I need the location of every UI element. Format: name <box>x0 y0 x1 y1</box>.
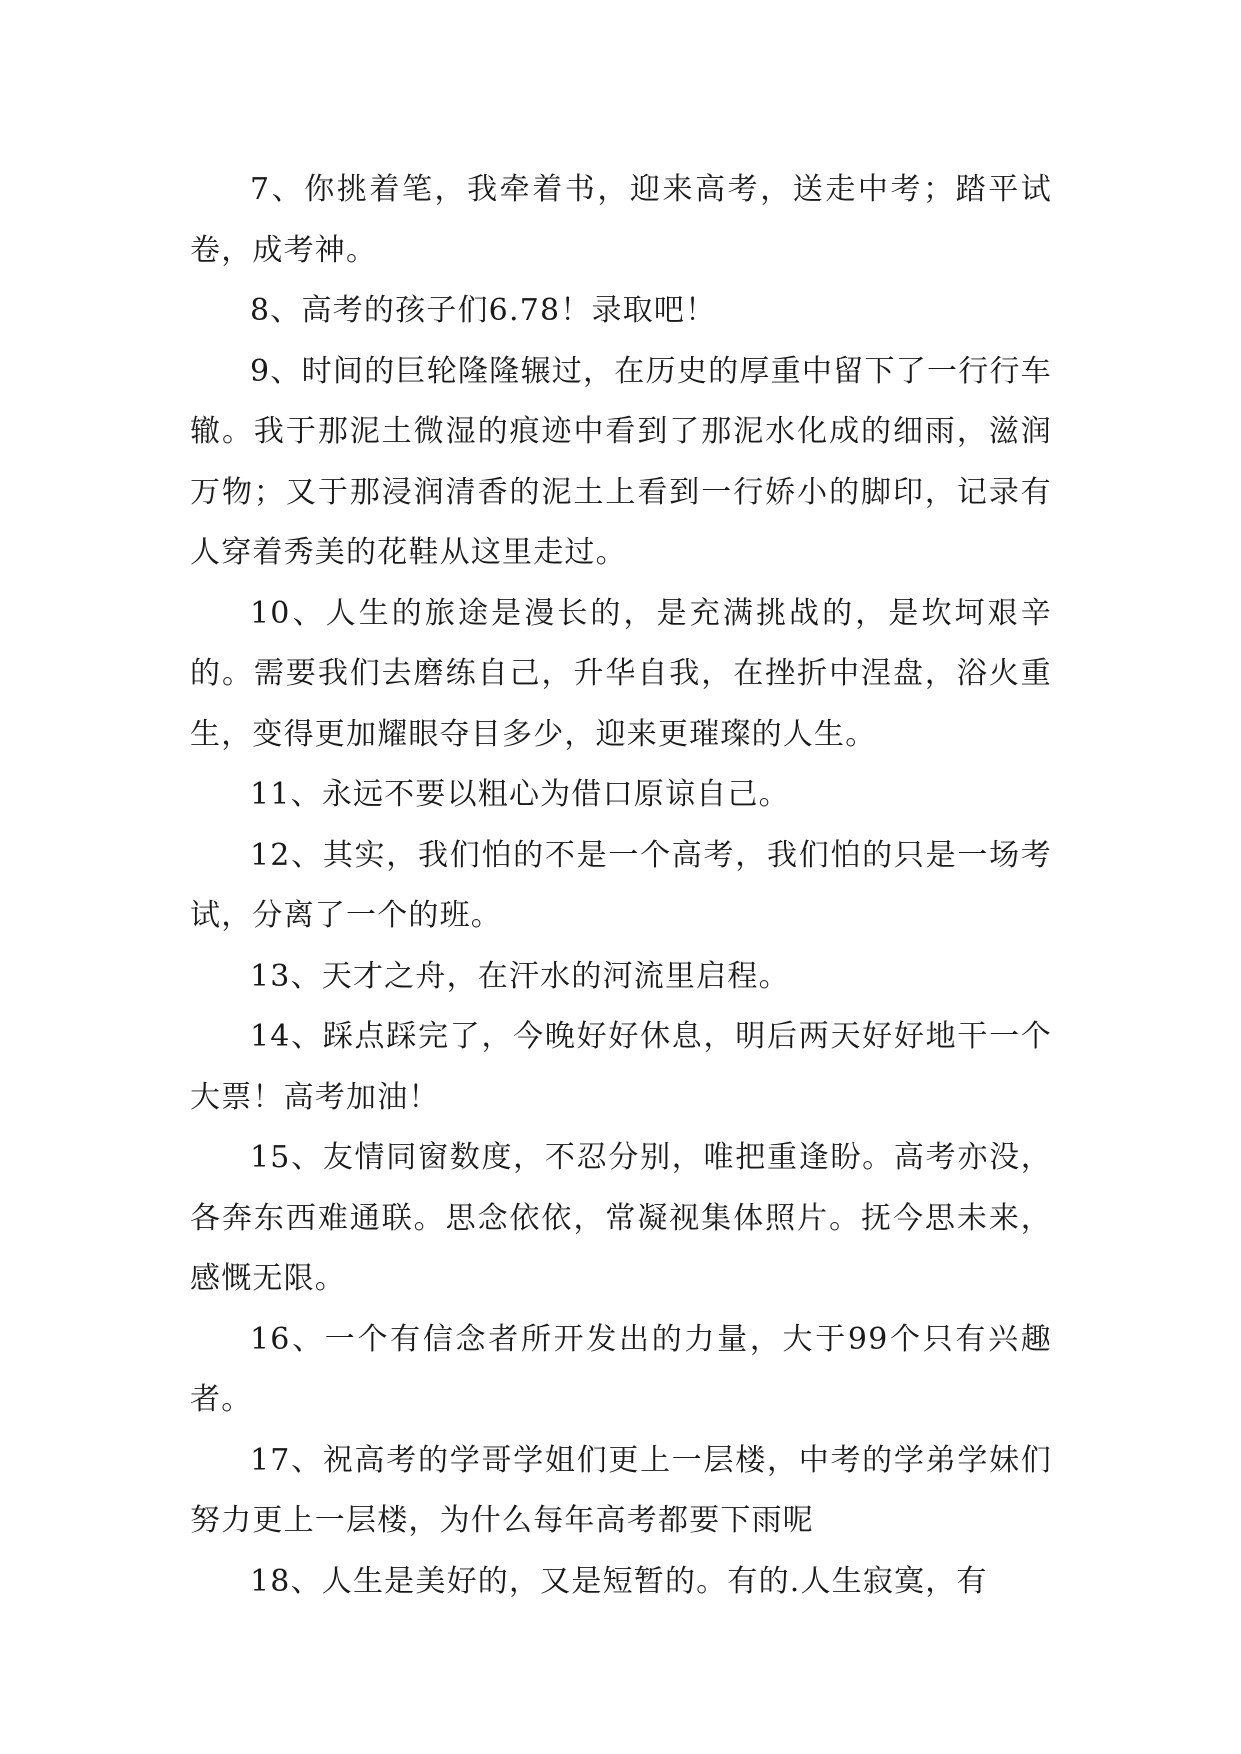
paragraph-15: 15、友情同窗数度，不忍分别，唯把重逢盼。高考亦没，各奔东西难通联。思念依依，常凝视集体照片。抚今思未来，感慨无限。 <box>190 1140 1052 1296</box>
paragraph-11: 11、永远不要以粗心为借口原谅自己。 <box>250 777 790 812</box>
paragraph-18: 18、人生是美好的，又是短暂的。有的.人生寂寞，有 <box>250 1563 988 1599</box>
paragraph-8: 8、高考的孩子们6.78！录取吧！ <box>250 293 717 328</box>
paragraph-14: 14、踩点踩完了，今晚好好休息，明后两天好好地干一个大票！高考加油！ <box>190 1019 1052 1115</box>
paragraph-12: 12、其实，我们怕的不是一个高考，我们怕的只是一场考试，分离了一个的班。 <box>190 837 1052 933</box>
paragraph-16: 16、一个有信念者所开发出的力量，大于99个只有兴趣者。 <box>190 1321 1052 1417</box>
paragraph-9: 9、时间的巨轮隆隆辗过，在历史的厚重中留下了一行行车辙。我于那泥土微湿的痕迹中看到了那泥水化成的细雨，滋润万物；又于那浸润清香的泥土上看到一行娇小的脚印，记录有人穿着秀美的花鞋从这里走过。 <box>190 353 1052 570</box>
paragraph-17: 17、祝高考的学哥学姐们更上一层楼，中考的学弟学妹们努力更上一层楼，为什么每年高考都要下雨呢 <box>190 1442 1052 1538</box>
paragraph-13: 13、天才之舟，在汗水的河流里启程。 <box>250 958 790 994</box>
paragraph-10: 10、人生的旅途是漫长的，是充满挑战的，是坎坷艰辛的。需要我们去磨练自己，升华自我，在挫折中涅盘，浴火重生，变得更加耀眼夺目多少，迎来更璀璨的人生。 <box>190 595 1052 752</box>
document-body <box>190 160 1052 1612</box>
paragraph-7: 7、你挑着笔，我牵着书，迎来高考，送走中考；踏平试卷，成考神。 <box>190 172 1052 268</box>
